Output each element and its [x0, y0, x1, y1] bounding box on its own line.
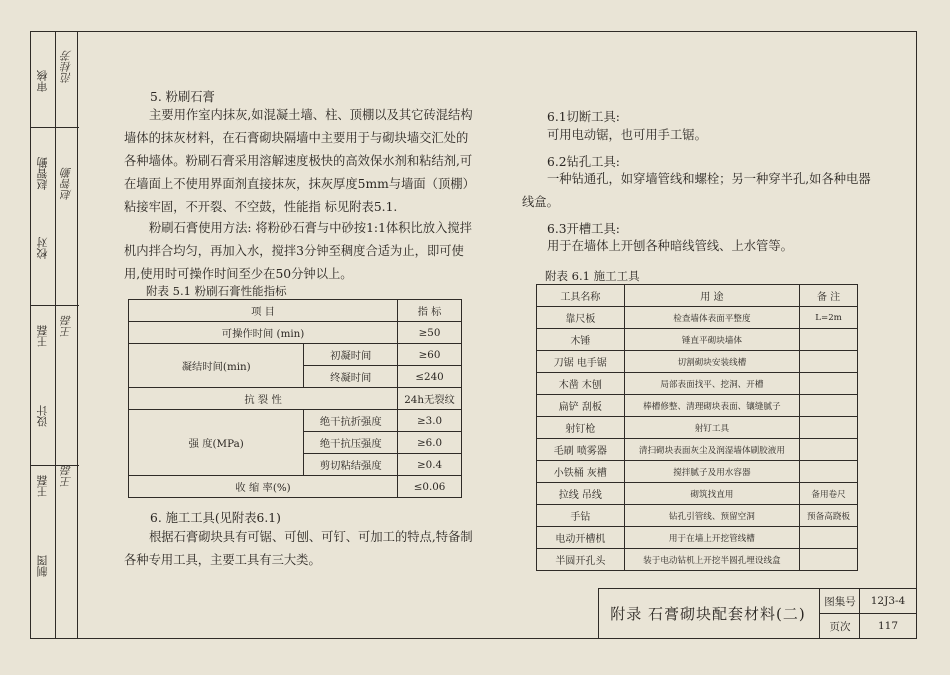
t51-set-time: 凝结时间(min)	[129, 344, 304, 388]
strip-cell-design	[31, 305, 79, 466]
section-6-2-body: 一种钻通孔，如穿墙管线和螺栓；另一种穿半孔,如各种电器线盒。	[522, 172, 871, 209]
tool-name: 木锤	[537, 329, 625, 351]
tool-use: 钻孔引管线、预留空洞	[624, 505, 799, 527]
section-6-2-heading: 6.2钻孔工具:	[547, 155, 620, 169]
atlas-number-label: 图集号	[819, 589, 860, 614]
section-6-paragraph: 根据石膏砌块具有可锯、可刨、可钉、可加工的特点,特备制各种专用工具，主要工具有三大类。	[124, 530, 473, 567]
strip-sign: 王磊	[60, 315, 73, 337]
tool-use: 局部表面找平、挖洞、开槽	[624, 373, 799, 395]
table-5-1-caption: 附表 5.1 粉刷石膏性能指标	[146, 284, 287, 298]
tool-name: 扁铲 刮板	[537, 395, 625, 417]
t51-final: 终凝时间	[304, 366, 398, 388]
tool-note	[800, 329, 858, 351]
t61-header: 备 注	[800, 285, 858, 307]
tool-note: 预备高跷板	[800, 505, 858, 527]
tool-name: 电动开槽机	[537, 527, 625, 549]
t51-initial: 初凝时间	[304, 344, 398, 366]
t51-crack: 抗 裂 性	[129, 388, 398, 410]
strip-cell-check	[31, 127, 79, 306]
title-block	[598, 588, 916, 638]
table-row	[537, 373, 858, 395]
table-row	[537, 505, 858, 527]
strip-role: 审核	[36, 70, 49, 92]
table-6-1-caption: 附表 6.1 施工工具	[545, 269, 640, 283]
table-5-1	[128, 299, 462, 498]
strip-name: 王磊	[36, 325, 49, 347]
strip-name: 赵智勤	[36, 157, 49, 190]
signature-strip	[30, 31, 79, 639]
tool-name: 手钻	[537, 505, 625, 527]
tool-note	[800, 395, 858, 417]
t51-op-val: ≥50	[398, 322, 462, 344]
table-row	[537, 527, 858, 549]
table-row	[537, 417, 858, 439]
t51-final-val: ≤240	[398, 366, 462, 388]
page-label: 页次	[819, 614, 860, 638]
t51-tens: 绝干抗压强度	[304, 432, 398, 454]
tool-note: L=2m	[800, 307, 858, 329]
tool-note	[800, 527, 858, 549]
strip-cell-review	[31, 32, 79, 128]
t51-shear-val: ≥0.4	[398, 454, 462, 476]
section-6-1-body: 可用电动锯，也可用手工锯。	[547, 128, 707, 142]
section-5-paragraph-1: 主要用作室内抹灰,如混凝土墙、柱、顶棚以及其它砖混结构墙体的抹灰材料，在石膏砌块隔墙中主要用于与砌块墙交汇处的各种墙体。粉刷石膏采用溶解速度极快的高效保水剂和粘结剂,可在墙面上不使用界面剂直接抹灰，抹灰厚度5mm与墙面（顶棚）粘接牢固，不开裂、不空鼓，性能指 标见附表5.1.	[124, 108, 475, 214]
strip-role: 校对	[36, 237, 49, 259]
table-row	[537, 351, 858, 373]
tool-name: 木凿 木刨	[537, 373, 625, 395]
t51-shrink: 收 缩 率(%)	[129, 476, 398, 498]
section-6-3-body: 用于在墙体上开刨各种暗线管线、上水管等。	[547, 239, 793, 253]
tool-name: 拉线 吊线	[537, 483, 625, 505]
tool-use: 锤直平砌块墙体	[624, 329, 799, 351]
tool-note	[800, 439, 858, 461]
tool-note	[800, 461, 858, 483]
table-row	[537, 395, 858, 417]
tool-name: 半圆开孔头	[537, 549, 625, 571]
t61-header: 用 途	[624, 285, 799, 307]
tool-note	[800, 373, 858, 395]
tool-use: 搅拌腻子及用水容器	[624, 461, 799, 483]
t51-strength: 强 度(MPa)	[129, 410, 304, 476]
t51-shrink-val: ≤0.06	[398, 476, 462, 498]
tool-name: 射钉枪	[537, 417, 625, 439]
strip-sign: 赵智勤	[60, 167, 73, 200]
t51-op-time: 可操作时间 (min)	[129, 322, 398, 344]
section-5-paragraph-2: 粉刷石膏使用方法: 将粉砂石膏与中砂按1:1体积比放入搅拌机内拌合均匀，再加入水，搅拌3分钟至稠度合适为止，即可使用,使用时可操作时间至少在50分钟以上。	[124, 221, 472, 281]
strip-name: 王磊	[36, 475, 49, 497]
tool-use: 清扫砌块表面灰尘及润湿墙体刷胶液用	[624, 439, 799, 461]
tool-name: 靠尺板	[537, 307, 625, 329]
table-row	[537, 483, 858, 505]
section-6-1-heading: 6.1切断工具:	[547, 110, 620, 124]
tool-name: 刀锯 电手锯	[537, 351, 625, 373]
page-number: 117	[859, 614, 916, 638]
t51-shear: 剪切粘结强度	[304, 454, 398, 476]
t51-head-index: 指 标	[398, 300, 462, 322]
t51-initial-val: ≥60	[398, 344, 462, 366]
table-row	[537, 329, 858, 351]
t51-tens-val: ≥6.0	[398, 432, 462, 454]
t61-header: 工具名称	[537, 285, 625, 307]
section-6-3-heading: 6.3开槽工具:	[547, 222, 620, 236]
tool-use: 用于在墙上开挖管线槽	[624, 527, 799, 549]
table-header-row	[537, 285, 858, 307]
table-row	[537, 461, 858, 483]
tool-use: 装于电动钻机上开挖半圆孔埋设线盒	[624, 549, 799, 571]
atlas-number: 12J3-4	[859, 589, 916, 614]
strip-role: 设计	[36, 405, 49, 427]
table-row	[537, 439, 858, 461]
strip-sign: 王磊	[60, 465, 73, 487]
tool-use: 射钉工具	[624, 417, 799, 439]
tool-use: 检查墙体表面平整度	[624, 307, 799, 329]
tool-use: 砌筑找直用	[624, 483, 799, 505]
t51-crack-val: 24h无裂纹	[398, 388, 462, 410]
tool-use: 切割砌块安装线槽	[624, 351, 799, 373]
tool-name: 小铁桶 灰槽	[537, 461, 625, 483]
table-row	[537, 549, 858, 571]
strip-sign: 范桂芳	[60, 50, 73, 83]
tool-note	[800, 417, 858, 439]
t51-flex-val: ≥3.0	[398, 410, 462, 432]
tool-name: 毛刷 喷雾器	[537, 439, 625, 461]
drawing-title: 附录 石膏砌块配套材料(二)	[610, 605, 806, 623]
t51-flex: 绝干抗折强度	[304, 410, 398, 432]
table-6-1	[536, 284, 858, 571]
t51-head-item: 项 目	[129, 300, 398, 322]
tool-note	[800, 351, 858, 373]
table-row	[537, 307, 858, 329]
tool-note	[800, 549, 858, 571]
section-6-heading: 6. 施工工具(见附表6.1)	[150, 511, 281, 525]
strip-cell-draw	[31, 465, 79, 636]
section-5-heading: 5. 粉刷石膏	[150, 90, 215, 104]
strip-role: 制图	[36, 555, 49, 577]
tool-note: 备用卷尺	[800, 483, 858, 505]
tool-use: 棒槽修整、清理砌块表面、镶缝腻子	[624, 395, 799, 417]
